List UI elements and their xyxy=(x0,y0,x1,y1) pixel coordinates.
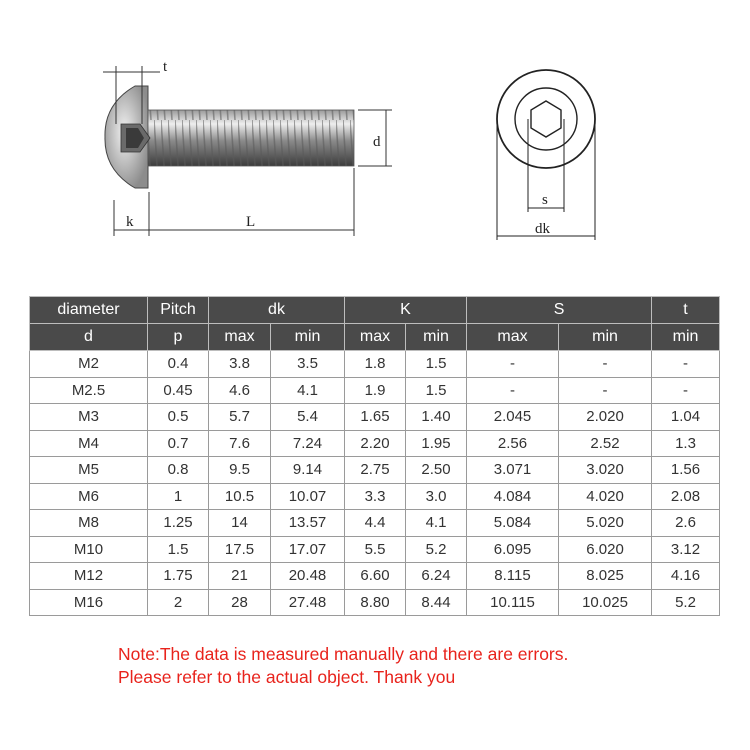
note-line-2: Please refer to the actual object. Thank you xyxy=(118,667,456,687)
table-cell: 1.9 xyxy=(345,377,406,404)
table-cell: 10.07 xyxy=(271,483,345,510)
diameter-cell: M2.5 xyxy=(30,377,148,404)
diameter-cell: M4 xyxy=(30,430,148,457)
table-cell: 1.75 xyxy=(148,563,209,590)
table-cell: 1 xyxy=(148,483,209,510)
table-cell: 6.020 xyxy=(559,536,652,563)
table-cell: 2.6 xyxy=(652,510,720,537)
table-cell: 1.5 xyxy=(406,351,467,378)
table-cell: 0.8 xyxy=(148,457,209,484)
table-row xyxy=(30,430,720,457)
diameter-cell: M2 xyxy=(30,351,148,378)
table-cell: 6.095 xyxy=(467,536,559,563)
table-cell: 9.5 xyxy=(209,457,271,484)
table-cell: 1.25 xyxy=(148,510,209,537)
header-pitch: Pitch xyxy=(148,297,209,324)
diameter-cell: M5 xyxy=(30,457,148,484)
table-row xyxy=(30,589,720,616)
table-header-row-1 xyxy=(30,297,720,324)
table-cell: 2.08 xyxy=(652,483,720,510)
table-cell: 3.0 xyxy=(406,483,467,510)
table-row xyxy=(30,404,720,431)
table-cell: - xyxy=(652,377,720,404)
header-s: S xyxy=(467,297,652,324)
disclaimer-note xyxy=(118,643,738,689)
table-cell: 6.24 xyxy=(406,563,467,590)
header-t: t xyxy=(652,297,720,324)
header-diameter: diameter xyxy=(30,297,148,324)
diameter-cell: M6 xyxy=(30,483,148,510)
table-cell: 8.025 xyxy=(559,563,652,590)
table-cell: 0.5 xyxy=(148,404,209,431)
diameter-cell: M8 xyxy=(30,510,148,537)
screw-technical-drawing xyxy=(0,0,750,270)
table-cell: 1.40 xyxy=(406,404,467,431)
table-cell: 3.020 xyxy=(559,457,652,484)
table-header-row-2 xyxy=(30,324,720,351)
subheader-cell: max xyxy=(345,324,406,351)
table-cell: 9.14 xyxy=(271,457,345,484)
dim-label-t: t xyxy=(163,59,168,75)
table-cell: 2.56 xyxy=(467,430,559,457)
table-cell: 8.115 xyxy=(467,563,559,590)
table-cell: 28 xyxy=(209,589,271,616)
table-cell: 5.7 xyxy=(209,404,271,431)
dim-label-d: d xyxy=(373,134,381,150)
table-cell: 2.20 xyxy=(345,430,406,457)
table-cell: 1.65 xyxy=(345,404,406,431)
table-cell: 5.084 xyxy=(467,510,559,537)
table-cell: 10.115 xyxy=(467,589,559,616)
table-row xyxy=(30,377,720,404)
table-cell: 0.7 xyxy=(148,430,209,457)
table-row xyxy=(30,351,720,378)
table-cell: 2.020 xyxy=(559,404,652,431)
table-cell: 1.5 xyxy=(148,536,209,563)
table-cell: 2.52 xyxy=(559,430,652,457)
table-cell: 2.045 xyxy=(467,404,559,431)
diameter-cell: M16 xyxy=(30,589,148,616)
table-cell: 17.5 xyxy=(209,536,271,563)
table-cell: 1.3 xyxy=(652,430,720,457)
table-cell: 5.2 xyxy=(652,589,720,616)
table-cell: 8.80 xyxy=(345,589,406,616)
subheader-cell: min xyxy=(652,324,720,351)
table-row xyxy=(30,536,720,563)
table-cell: 10.5 xyxy=(209,483,271,510)
subheader-cell: min xyxy=(406,324,467,351)
diameter-cell: M10 xyxy=(30,536,148,563)
table-cell: 3.071 xyxy=(467,457,559,484)
table-cell: 1.04 xyxy=(652,404,720,431)
table-row xyxy=(30,563,720,590)
diameter-cell: M3 xyxy=(30,404,148,431)
table-cell: 10.025 xyxy=(559,589,652,616)
table-cell: 4.6 xyxy=(209,377,271,404)
header-dk: dk xyxy=(209,297,345,324)
table-cell: - xyxy=(559,377,652,404)
table-cell: 17.07 xyxy=(271,536,345,563)
table-cell: - xyxy=(559,351,652,378)
table-cell: 20.48 xyxy=(271,563,345,590)
hex-socket-icon xyxy=(531,101,561,137)
table-cell: 2 xyxy=(148,589,209,616)
subheader-cell: min xyxy=(559,324,652,351)
table-cell: 5.020 xyxy=(559,510,652,537)
table-cell: 1.56 xyxy=(652,457,720,484)
subheader-cell: p xyxy=(148,324,209,351)
table-cell: - xyxy=(467,377,559,404)
dim-label-L: L xyxy=(246,214,256,230)
dim-label-k: k xyxy=(126,214,134,230)
table-cell: 4.16 xyxy=(652,563,720,590)
table-row xyxy=(30,457,720,484)
table-cell: 21 xyxy=(209,563,271,590)
table-cell: 3.3 xyxy=(345,483,406,510)
table-cell: 1.5 xyxy=(406,377,467,404)
table-cell: 5.5 xyxy=(345,536,406,563)
screw-top-view xyxy=(497,70,595,240)
table-cell: - xyxy=(467,351,559,378)
table-cell: 4.1 xyxy=(406,510,467,537)
table-cell: 4.1 xyxy=(271,377,345,404)
table-cell: 14 xyxy=(209,510,271,537)
table-cell: 4.084 xyxy=(467,483,559,510)
table-cell: 13.57 xyxy=(271,510,345,537)
table-cell: 6.60 xyxy=(345,563,406,590)
dim-label-dk: dk xyxy=(535,221,550,237)
table-cell: 0.4 xyxy=(148,351,209,378)
diameter-cell: M12 xyxy=(30,563,148,590)
table-cell: 4.4 xyxy=(345,510,406,537)
table-cell: 2.75 xyxy=(345,457,406,484)
subheader-cell: d xyxy=(30,324,148,351)
table-cell: 3.5 xyxy=(271,351,345,378)
table-cell: 5.4 xyxy=(271,404,345,431)
table-body xyxy=(30,351,720,616)
table-cell: 8.44 xyxy=(406,589,467,616)
subheader-cell: max xyxy=(209,324,271,351)
table-cell: 0.45 xyxy=(148,377,209,404)
table-cell: 27.48 xyxy=(271,589,345,616)
subheader-cell: max xyxy=(467,324,559,351)
table-cell: 3.12 xyxy=(652,536,720,563)
table-cell: 3.8 xyxy=(209,351,271,378)
note-line-1: Note:The data is measured manually and there are errors. xyxy=(118,644,569,664)
header-k: K xyxy=(345,297,467,324)
table-cell: 4.020 xyxy=(559,483,652,510)
table-cell: 1.8 xyxy=(345,351,406,378)
table-cell: 7.6 xyxy=(209,430,271,457)
table-row xyxy=(30,510,720,537)
table-cell: 1.95 xyxy=(406,430,467,457)
table-cell: 5.2 xyxy=(406,536,467,563)
subheader-cell: min xyxy=(271,324,345,351)
table-row xyxy=(30,483,720,510)
table-cell: 2.50 xyxy=(406,457,467,484)
table-cell: - xyxy=(652,351,720,378)
table-cell: 7.24 xyxy=(271,430,345,457)
dimension-spec-table xyxy=(29,296,720,616)
dim-label-s: s xyxy=(542,192,548,208)
